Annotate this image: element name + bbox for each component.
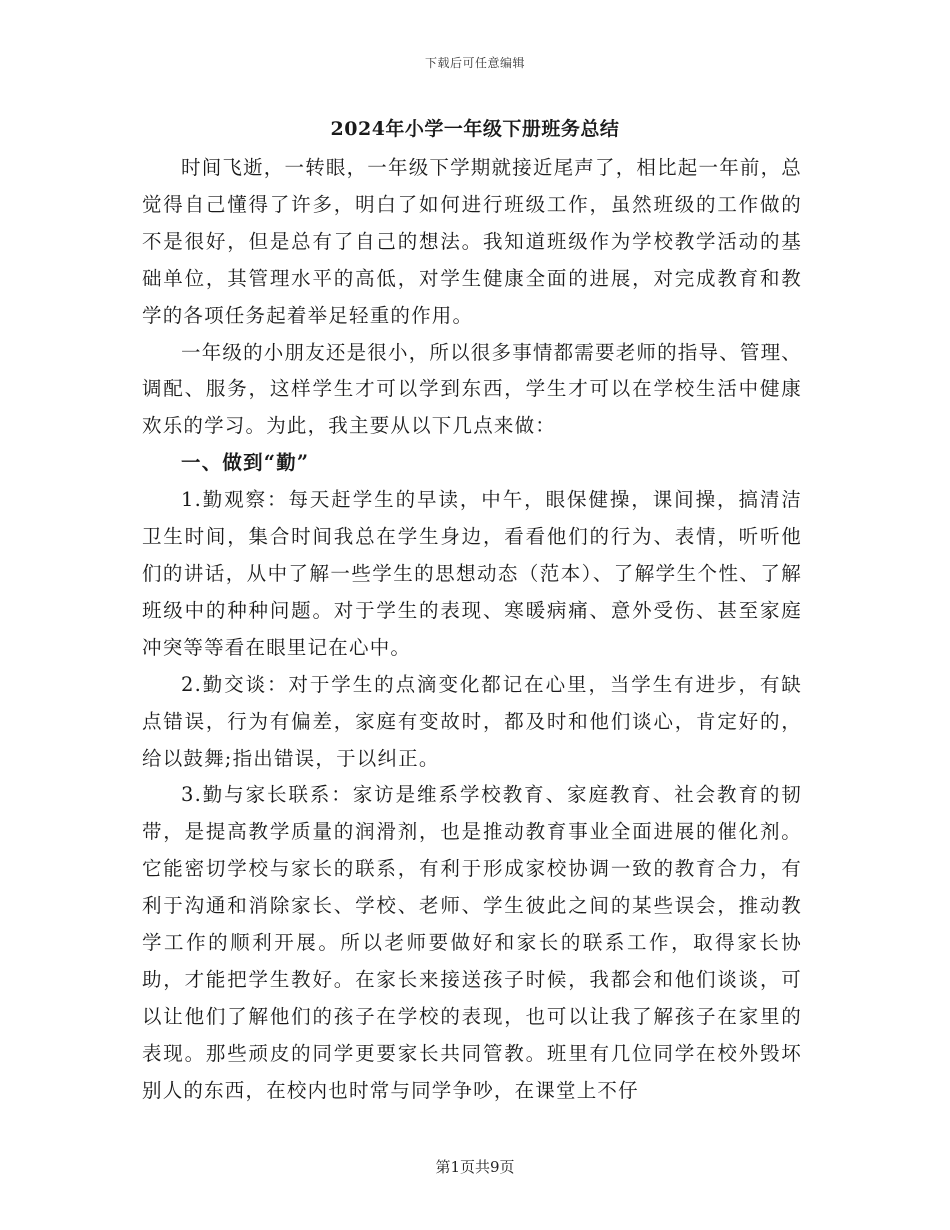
paragraph-observe: 1.勤观察：每天赶学生的早读，中午，眼保健操，课间操，搞清洁卫生时间，集合时间我总在学生身边，看看他们的行为、表情，听听他们的讲话，从中了解一些学生的思想动态（范本）、了解学生个性、了解班级中的种种问题。对于学生的表现、寒暖病痛、意外受伤、甚至家庭冲突等等看在眼里记在心中。 [142,488,802,659]
paragraph-parents: 3.勤与家长联系：家访是维系学校教育、家庭教育、社会教育的韧带，是提高教学质量的润滑剂，也是推动教育事业全面进展的催化剂。它能密切学校与家长的联系，有利于形成家校协调一致的教育合力，有利于沟通和消除家长、学校、老师、学生彼此之间的某些误会，推动教学工作的顺利开展。所以老师要做好和家长的联系工作，取得家长协助，才能把学生教好。在家长来接送孩子时候，我都会和他们谈谈，可以让他们了解他们的孩子在学校的表现，也可以让我了解孩子在家里的表现。那些顽皮的同学更要家长共同管教。班里有几位同学在校外毁坏别人的东西，在校内也时常与同学争吵，在课堂上不仔 [142,783,802,1102]
page-number: 第1页共9页 [435,1158,515,1176]
paragraph-approach: 一年级的小朋友还是很小，所以很多事情都需要老师的指导、管理、调配、服务，这样学生才可以学到东西，学生才可以在学校生活中健康欢乐的学习。为此，我主要从以下几点来做： [142,340,803,438]
document-body [142,150,802,1110]
paragraph-intro: 时间飞逝，一转眼，一年级下学期就接近尾声了，相比起一年前，总觉得自己懂得了许多，明白了如何进行班级工作，虽然班级的工作做的不是很好，但是总有了自己的想法。我知道班级作为学校教学活动的基础单位，其管理水平的高低，对学生健康全面的进展，对完成教育和教学的各项任务起着举足轻重的作用。 [142,156,803,327]
page-header-note: 下载后可任意编辑 [424,56,525,70]
section-heading: 一、做到“勤” [181,451,310,475]
paragraph-talk: 2.勤交谈：对于学生的点滴变化都记在心里，当学生有进步，有缺点错误，行为有偏差，家庭有变故时，都及时和他们谈心，肯定好的，给以鼓舞;指出错误，于以纠正。 [142,672,802,770]
document-title: 2024年小学一年级下册班务总结 [330,118,620,140]
